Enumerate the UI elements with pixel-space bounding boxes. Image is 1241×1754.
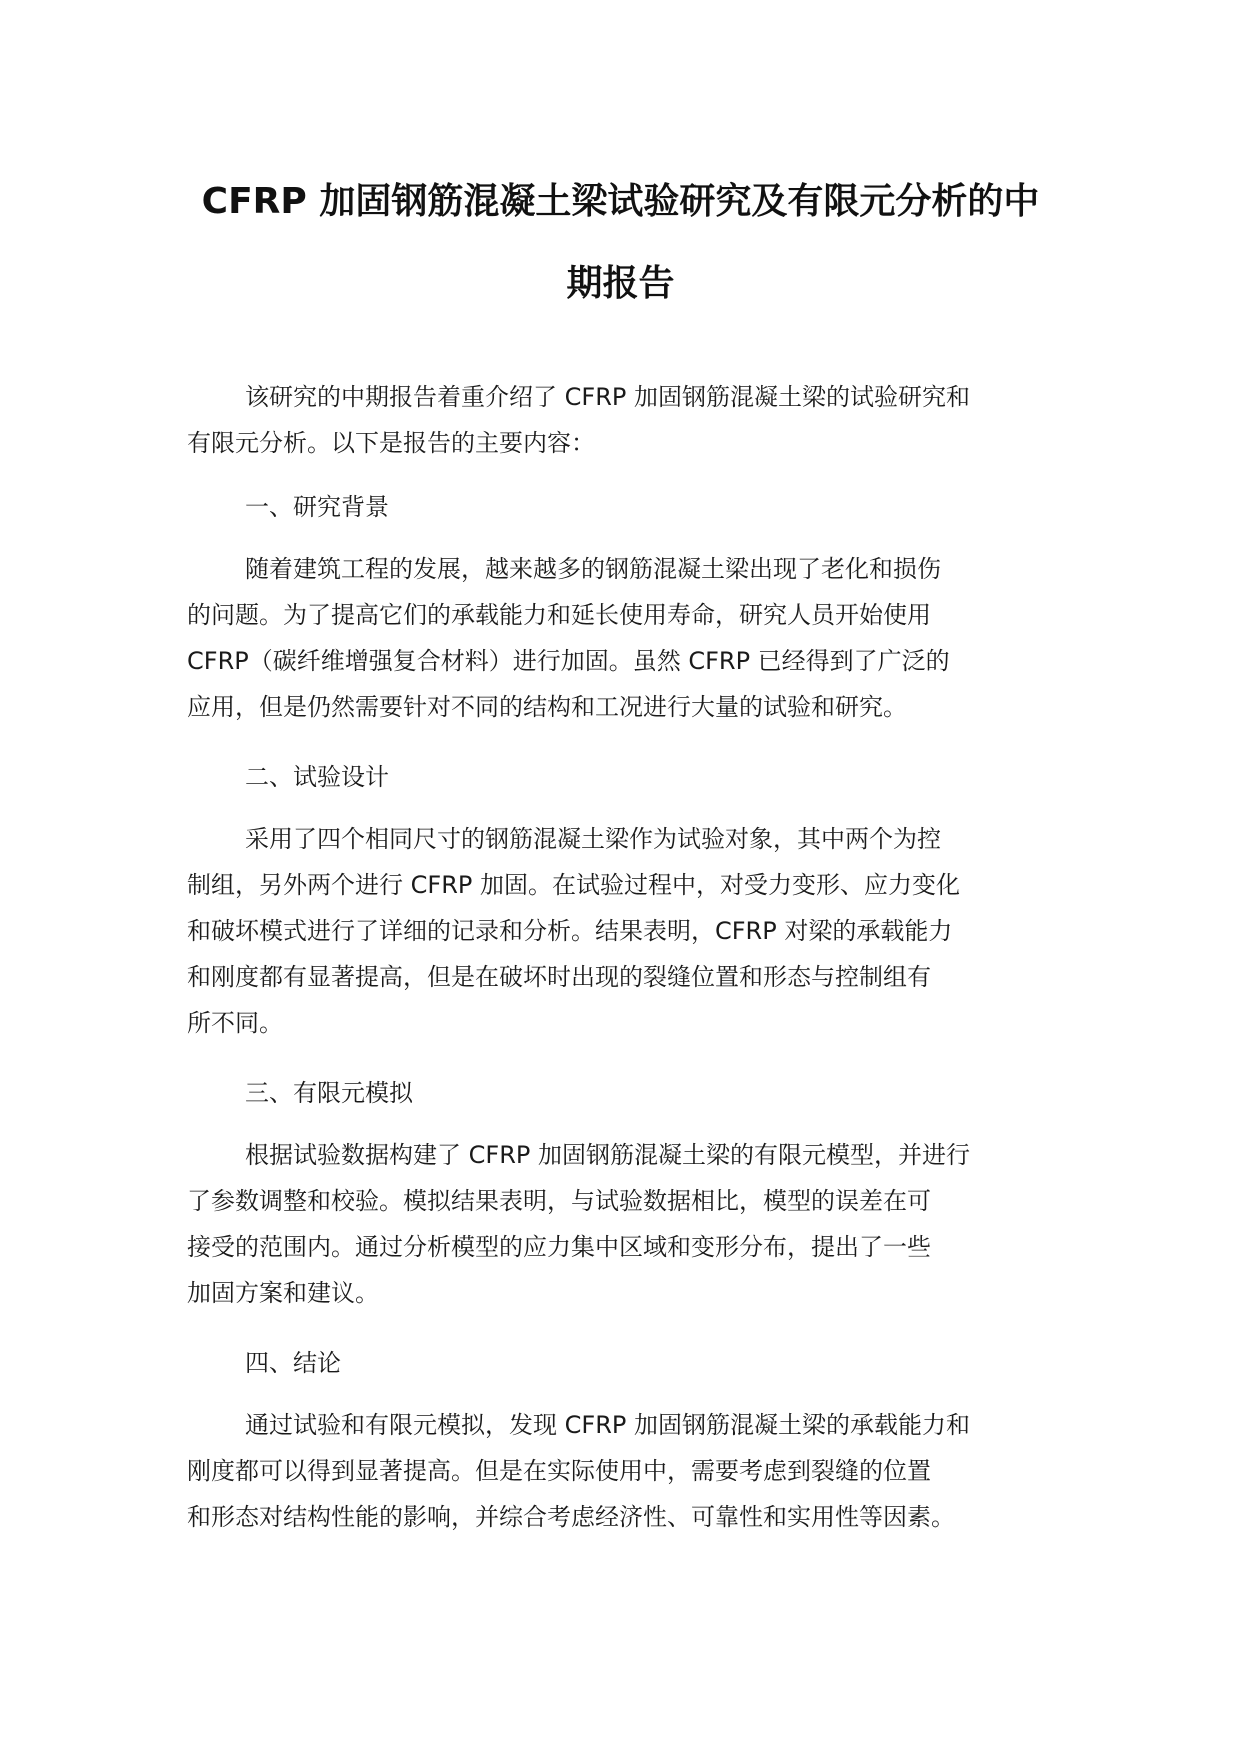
paragraph-line: 通过试验和有限元模拟，发现 CFRP 加固钢筋混凝土梁的承载能力和 [245,1411,970,1439]
section-paragraph-conclusion [187,1402,1067,1540]
paragraph-line: 接受的范围内。通过分析模型的应力集中区域和变形分布，提出了一些 [187,1233,931,1261]
section-heading-experiment: 二、试验设计 [245,763,389,791]
paragraph-line: 有限元分析。以下是报告的主要内容： [187,429,595,457]
paragraph-line: 加固方案和建议。 [187,1279,379,1307]
section-paragraph-experiment [187,816,1067,1046]
intro-paragraph [187,374,1067,466]
paragraph-line: CFRP（碳纤维增强复合材料）进行加固。虽然 CFRP 已经得到了广泛的 [187,647,950,675]
paragraph-line: 的问题。为了提高它们的承载能力和延长使用寿命，研究人员开始使用 [187,601,931,629]
paragraph-line: 和破坏模式进行了详细的记录和分析。结果表明，CFRP 对梁的承载能力 [187,917,953,945]
document-title-line-1: CFRP 加固钢筋混凝土梁试验研究及有限元分析的中 [201,181,1040,222]
section-heading-fem: 三、有限元模拟 [245,1079,413,1107]
paragraph-line: 该研究的中期报告着重介绍了 CFRP 加固钢筋混凝土梁的试验研究和 [245,383,970,411]
section-heading-background: 一、研究背景 [245,493,389,521]
paragraph-line: 和形态对结构性能的影响，并综合考虑经济性、可靠性和实用性等因素。 [187,1503,955,1531]
paragraph-line: 根据试验数据构建了 CFRP 加固钢筋混凝土梁的有限元模型，并进行 [245,1141,970,1169]
paragraph-line: 应用，但是仍然需要针对不同的结构和工况进行大量的试验和研究。 [187,693,907,721]
paragraph-line: 和刚度都有显著提高，但是在破坏时出现的裂缝位置和形态与控制组有 [187,963,931,991]
paragraph-line: 随着建筑工程的发展，越来越多的钢筋混凝土梁出现了老化和损伤 [245,555,941,583]
paragraph-line: 采用了四个相同尺寸的钢筋混凝土梁作为试验对象，其中两个为控 [245,825,941,853]
paragraph-line: 刚度都可以得到显著提高。但是在实际使用中，需要考虑到裂缝的位置 [187,1457,931,1485]
section-paragraph-fem [187,1132,1067,1316]
paragraph-line: 制组，另外两个进行 CFRP 加固。在试验过程中，对受力变形、应力变化 [187,871,960,899]
section-heading-conclusion: 四、结论 [245,1349,341,1377]
section-paragraph-background [187,546,1067,730]
paragraph-line: 了参数调整和校验。模拟结果表明，与试验数据相比，模型的误差在可 [187,1187,931,1215]
document-title-line-2: 期报告 [566,263,675,304]
paragraph-line: 所不同。 [187,1009,283,1037]
